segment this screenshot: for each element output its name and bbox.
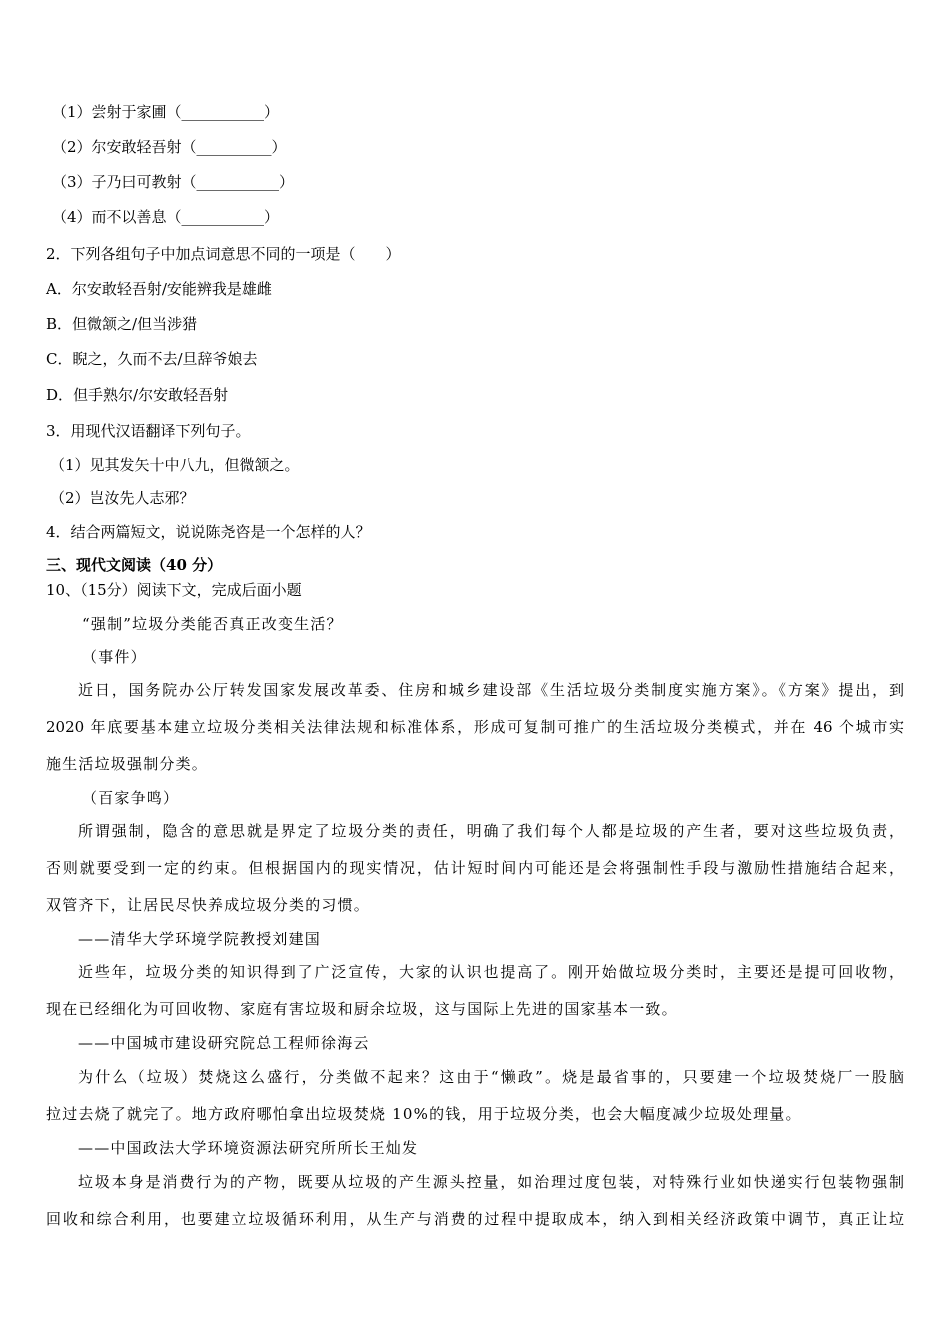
opinion4-line-2: 回收和综合利用，也要建立垃圾循环利用，从生产与消费的过程中提取成本，纳入到相关经济政策中调节，真正让垃 — [46, 1210, 904, 1228]
q3-item-1: （1）见其发矢十中八九，但微颔之。 — [50, 456, 300, 474]
opinion1-line-3: 双管齐下，让居民尽快养成垃圾分类的习惯。 — [46, 896, 371, 914]
opinion1-line-1: 所谓强制，隐含的意思就是界定了垃圾分类的责任，明确了我们每个人都是垃圾的产生者，要对这些垃圾负责， — [78, 822, 904, 840]
q3-item-2: （2）岂汝先人志邪？ — [50, 489, 195, 507]
event-line-2: 2020 年底要基本建立垃圾分类相关法律法规和标准体系，形成可复制可推广的生活垃圾分类模式，并在 46 个城市实 — [46, 718, 904, 736]
opinion1-line-2: 否则就要受到一定的约束。但根据国内的现实情况，估计短时间内可能还是会将强制性手段与激励性措施结合起来， — [46, 859, 904, 877]
event-line-3: 施生活垃圾强制分类。 — [46, 755, 209, 773]
q2-option-a: A．尔安敢轻吾射/安能辨我是雄雌 — [46, 280, 272, 298]
q10-intro: 10、（15分）阅读下文，完成后面小题 — [46, 581, 302, 599]
q2-option-b: B．但微颔之/但当涉猎 — [46, 315, 198, 333]
opinion2-line-1: 近些年，垃圾分类的知识得到了广泛宣传，大家的认识也提高了。刚开始做垃圾分类时，主要还是提可回收物， — [78, 963, 904, 981]
q2-stem: 2．下列各组句子中加点词意思不同的一项是（ ） — [46, 245, 401, 263]
opinion3-line-2: 拉过去烧了就完了。地方政府哪怕拿出垃圾焚烧 10%的钱，用于垃圾分类，也会大幅度减少垃圾处理量。 — [46, 1105, 802, 1123]
q1-item-1: （1）尝射于家圃（___________） — [52, 103, 280, 121]
q2-option-d: D．但手熟尔/尔安敢轻吾射 — [46, 386, 229, 404]
q3-stem: 3．用现代汉语翻译下列句子。 — [46, 422, 251, 440]
event-line-1: 近日，国务院办公厅转发国家发展改革委、住房和城乡建设部《生活垃圾分类制度实施方案》。《方案》提出，到 — [78, 681, 904, 699]
q2-option-c: C．睨之，久而不去/旦辞爷娘去 — [46, 350, 258, 368]
opinion2-source: ——中国城市建设研究院总工程师徐海云 — [78, 1034, 370, 1052]
q4-stem: 4．结合两篇短文，说说陈尧咨是一个怎样的人？ — [46, 523, 371, 541]
q1-item-4: （4）而不以善息（___________） — [52, 208, 280, 226]
opinion1-source: ——清华大学环境学院教授刘建国 — [78, 930, 322, 948]
q1-item-2: （2）尔安敢轻吾射（__________） — [52, 138, 287, 156]
section-heading: 三、现代文阅读（40 分） — [46, 556, 223, 574]
q1-item-3: （3）子乃曰可教射（___________） — [52, 173, 295, 191]
event-label: （事件） — [82, 648, 147, 666]
opinion3-line-1: 为什么（垃圾）焚烧这么盛行，分类做不起来？这由于“懒政”。烧是最省事的，只要建一个垃圾焚烧厂一股脑 — [78, 1068, 904, 1086]
opinion2-line-2: 现在已经细化为可回收物、家庭有害垃圾和厨余垃圾，这与国际上先进的国家基本一致。 — [46, 1000, 678, 1018]
opinion4-line-1: 垃圾本身是消费行为的产物，既要从垃圾的产生源头控量，如治理过度包装，对特殊行业如快递实行包装物强制 — [78, 1173, 904, 1191]
article-title: “强制”垃圾分类能否真正改变生活？ — [82, 615, 343, 633]
debate-label: （百家争鸣） — [82, 789, 180, 807]
opinion3-source: ——中国政法大学环境资源法研究所所长王灿发 — [78, 1139, 419, 1157]
